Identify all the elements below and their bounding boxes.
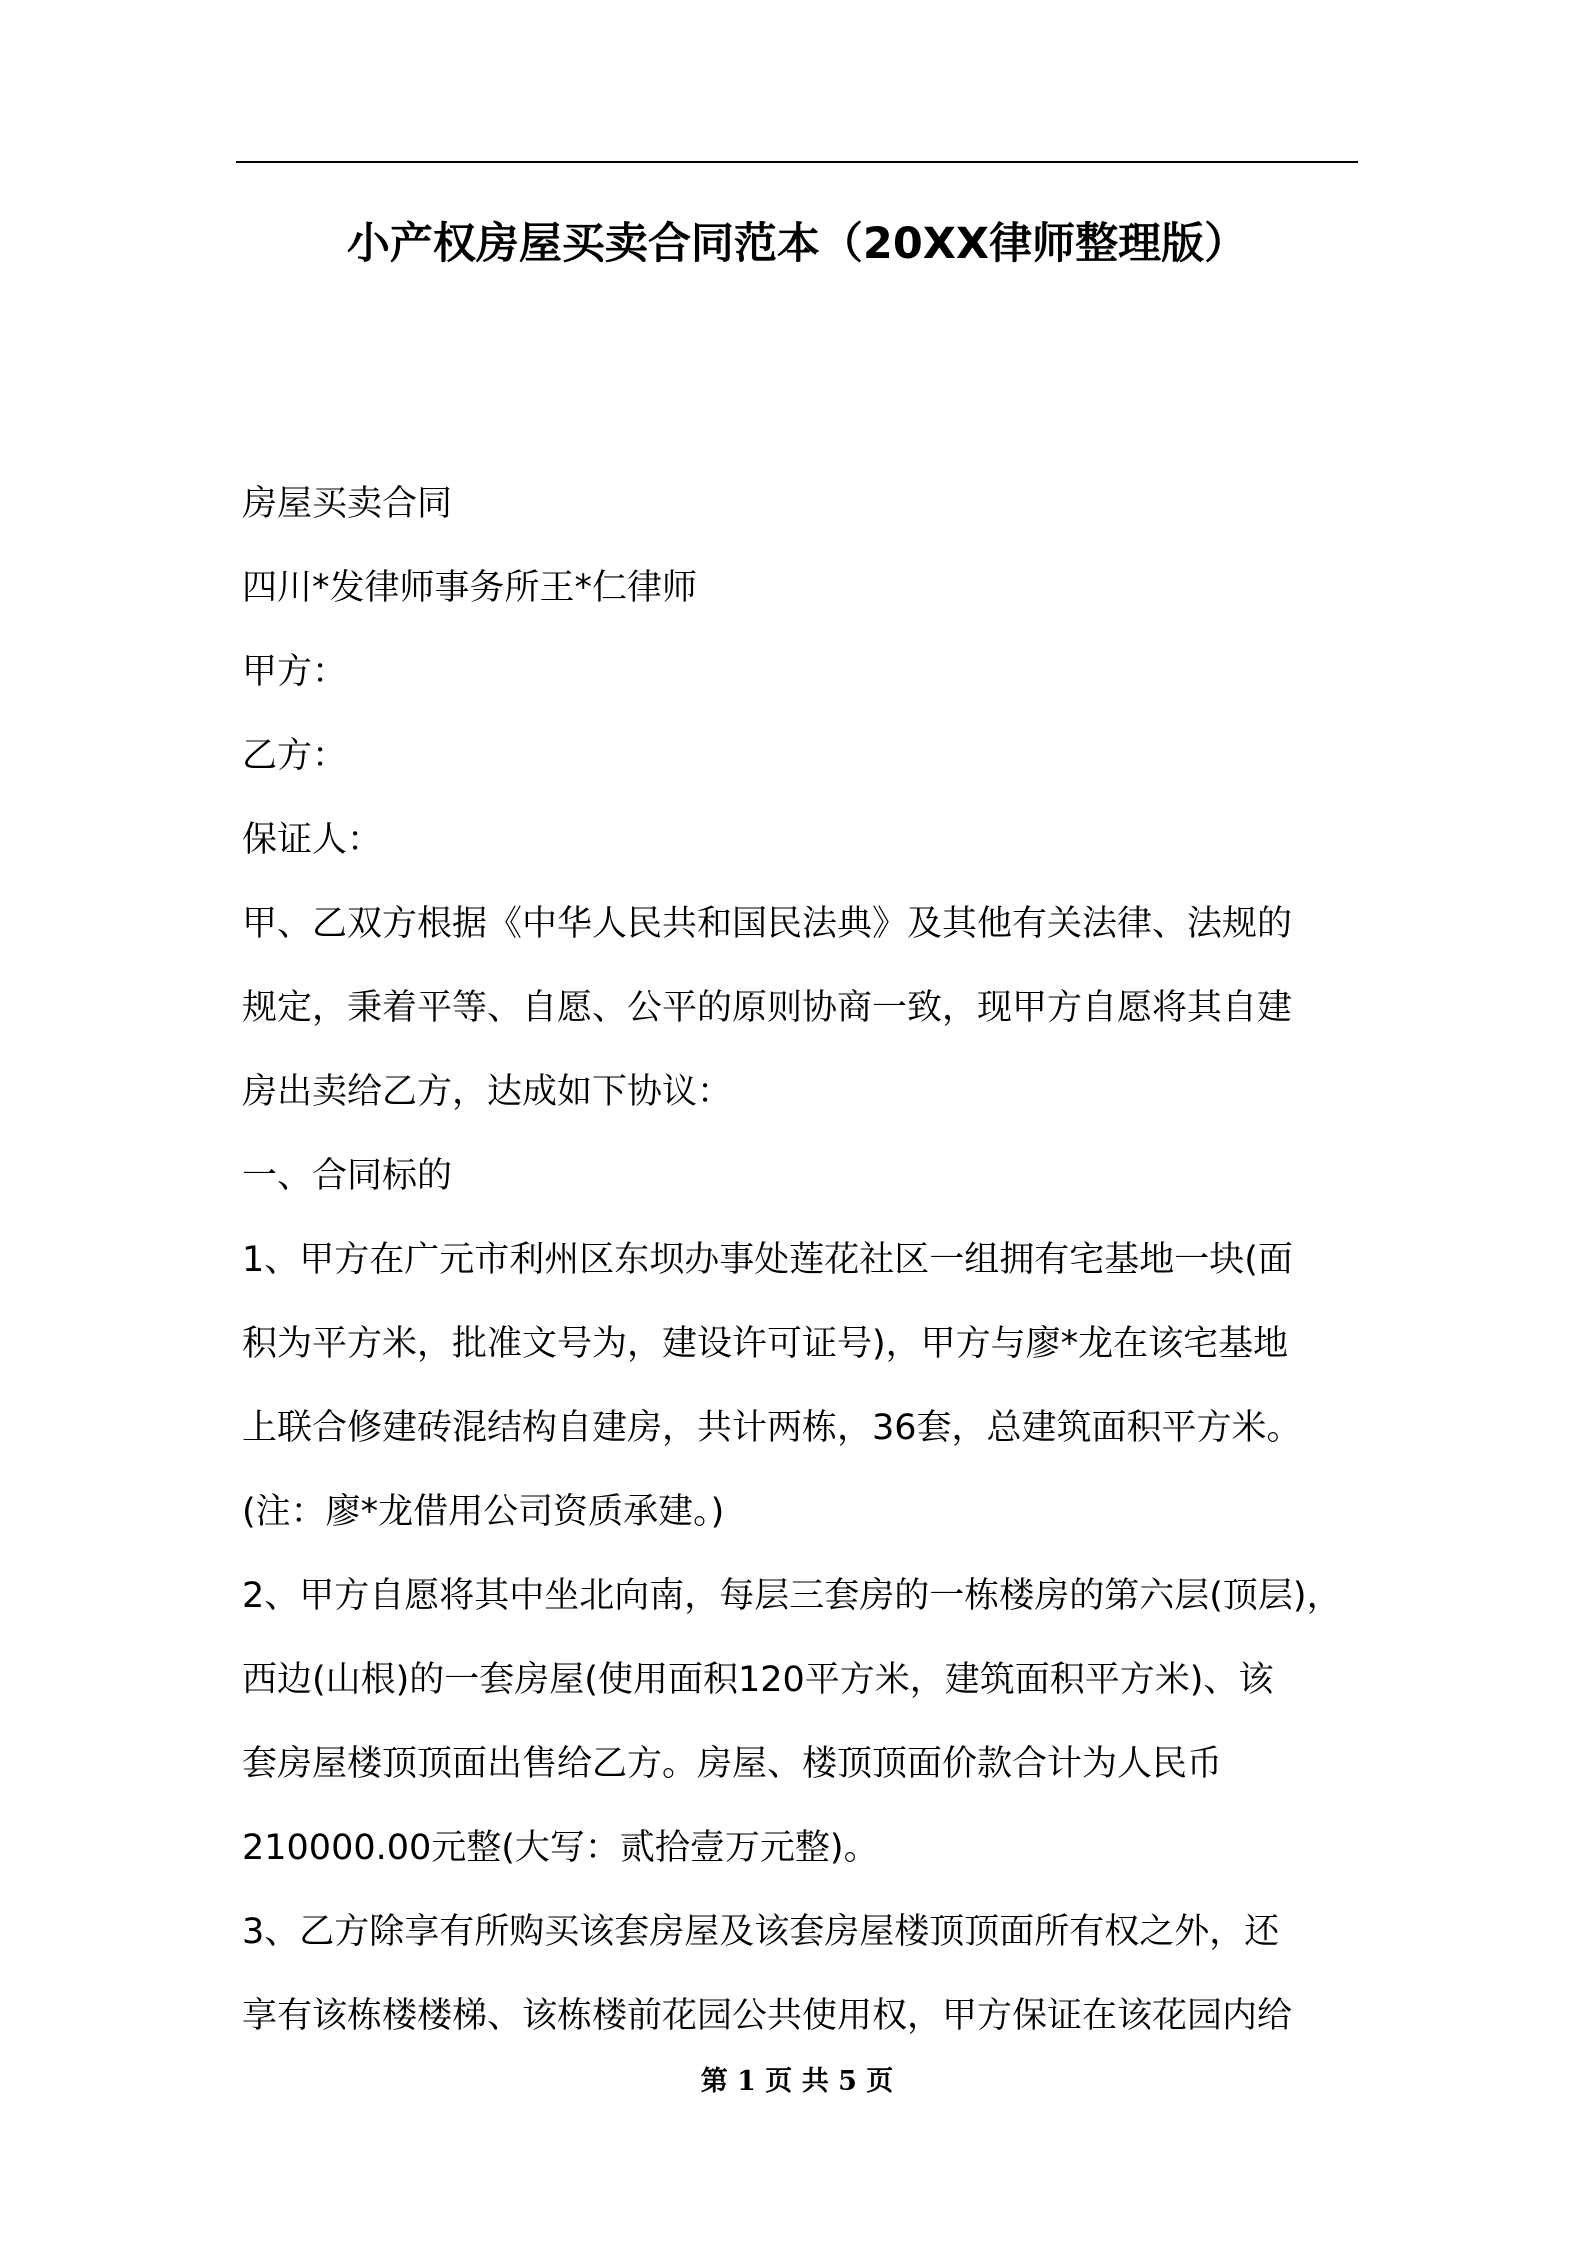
body-line: 四川*发律师事务所王*仁律师: [242, 568, 698, 608]
body-line: 210000.00元整(大写：贰拾壹万元整)。: [242, 1828, 879, 1868]
body-line: 甲方：: [242, 652, 348, 692]
body-line: 享有该栋楼楼梯、该栋楼前花园公共使用权，甲方保证在该花园内给: [242, 1996, 1293, 2036]
header-rule: [236, 161, 1358, 163]
body-line: 房出卖给乙方，达成如下协议：: [242, 1072, 733, 1112]
body-line: 套房屋楼顶顶面出售给乙方。房屋、楼顶顶面价款合计为人民币: [242, 1744, 1223, 1784]
body-line: 上联合修建砖混结构自建房，共计两栋，36套，总建筑面积平方米。: [242, 1408, 1302, 1448]
document-body: [242, 462, 1358, 2058]
body-line: 2、甲方自愿将其中坐北向南，每层三套房的一栋楼房的第六层(顶层)，: [242, 1576, 1342, 1616]
body-line: (注：廖*龙借用公司资质承建。): [242, 1492, 725, 1532]
body-line: 1、甲方在广元市利州区东坝办事处莲花社区一组拥有宅基地一块(面: [242, 1240, 1293, 1280]
body-line: 西边(山根)的一套房屋(使用面积120平方米，建筑面积平方米)、该: [242, 1660, 1274, 1700]
body-line: 规定，秉着平等、自愿、公平的原则协商一致，现甲方自愿将其自建: [242, 988, 1293, 1028]
body-line: 3、乙方除享有所购买该套房屋及该套房屋楼顶顶面所有权之外，还: [242, 1912, 1280, 1952]
body-line: 积为平方米，批准文号为，建设许可证号)，甲方与廖*龙在该宅基地: [242, 1324, 1289, 1364]
page-number-footer: 第 1 页 共 5 页: [700, 2066, 894, 2097]
document-title: 小产权房屋买卖合同范本（20XX律师整理版）: [346, 219, 1248, 269]
body-line: 乙方：: [242, 736, 348, 776]
body-line: 保证人：: [242, 820, 383, 860]
body-line: 房屋买卖合同: [242, 484, 453, 524]
body-line: 一、合同标的: [242, 1156, 453, 1196]
body-line: 甲、乙双方根据《中华人民共和国民法典》及其他有关法律、法规的: [242, 904, 1293, 944]
